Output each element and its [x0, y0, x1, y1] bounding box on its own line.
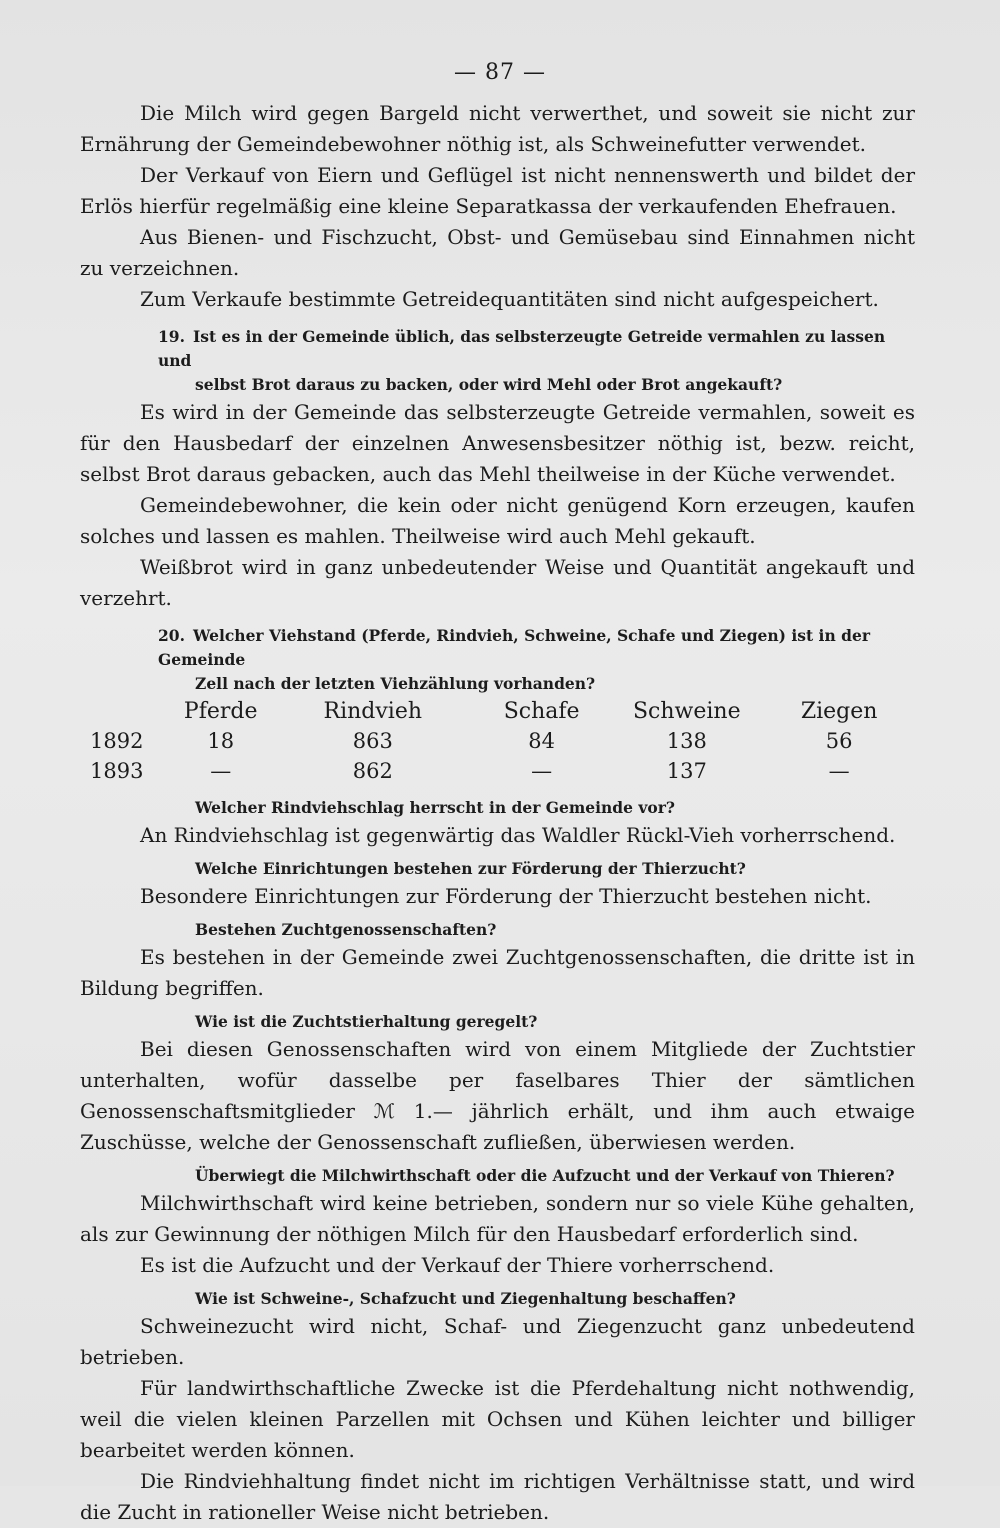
table-header: Schafe	[503, 698, 580, 724]
question: Überwiegt die Milchwirthschaft oder die Aufzucht und der Verkauf von Thieren?	[195, 1166, 895, 1185]
answer-paragraph: Gemeindebewohner, die kein oder nicht genügend Korn erzeugen, kaufen solches und lassen es mahlen. Theilweise wird auch Mehl gekauft.	[80, 493, 915, 548]
answer-paragraph: Es bestehen in der Gemeinde zwei Zuchtgenossenschaften, die dritte ist in Bildung begriffen.	[80, 945, 915, 1000]
table-header: Ziegen	[800, 698, 878, 724]
question: Welche Einrichtungen bestehen zur Förderung der Thierzucht?	[195, 859, 746, 878]
table-header: Rindvieh	[323, 698, 423, 724]
answer-paragraph: Für landwirthschaftliche Zwecke ist die Pferdehaltung nicht nothwendig, weil die vielen kleinen Parzellen mit Ochsen und Kühen leichter und billiger bearbeitet werden können.	[80, 1376, 915, 1462]
question-20	[158, 624, 915, 696]
answer-paragraph: Besondere Einrichtungen zur Förderung der Thierzucht bestehen nicht.	[140, 884, 872, 908]
answer-paragraph: Bei diesen Genossenschaften wird von einem Mitgliede der Zuchtstier unterhalten, wofür dasselbe per faselbares Thier der sämtlichen Genossenschaftsmitglieder ℳ 1.— jährlich erhält, und ihm auch etwaige Zuschüsse, welche der Genossenschaft zufließen, überwiesen werden.	[80, 1037, 915, 1154]
answer-paragraph: Es ist die Aufzucht und der Verkauf der Thiere vorherrschend.	[140, 1253, 775, 1277]
table-row	[90, 726, 915, 756]
answer-paragraph: Milchwirthschaft wird keine betrieben, sondern nur so viele Kühe gehalten, als zur Gewinnung der nöthigen Milch für den Hausbedarf erforderlich sind.	[80, 1191, 915, 1246]
question-line: selbst Brot daraus zu backen, oder wird Mehl oder Brot angekauft?	[195, 375, 783, 394]
table-cell: 18	[207, 729, 235, 753]
table-cell: —	[828, 759, 850, 783]
table-cell: —	[210, 759, 232, 783]
table-header	[90, 696, 169, 726]
question: Welcher Rindviehschlag herrscht in der Gemeinde vor?	[195, 798, 676, 817]
table-row	[90, 756, 915, 786]
livestock-table	[90, 696, 915, 786]
page-number: — 87 —	[454, 60, 546, 85]
table-cell: 56	[825, 729, 853, 753]
table-cell: 863	[352, 729, 393, 753]
table-cell: 137	[666, 759, 707, 783]
question-line: Zell nach der letzten Viehzählung vorhanden?	[195, 674, 596, 693]
question: Wie ist Schweine-, Schafzucht und Ziegenhaltung beschaffen?	[195, 1289, 736, 1308]
page-body	[80, 98, 915, 1528]
table-header-row	[90, 696, 915, 726]
answer-paragraph: Es wird in der Gemeinde das selbsterzeugte Getreide vermahlen, soweit es für den Hausbedarf der einzelnen Anwesensbesitzer nöthig ist, bezw. reicht, selbst Brot daraus gebacken, auch das Mehl theilweise in der Küche verwendet.	[80, 400, 915, 486]
table-cell: 862	[352, 759, 393, 783]
table-header: Schweine	[632, 698, 741, 724]
question: Bestehen Zuchtgenossenschaften?	[195, 920, 497, 939]
answer-paragraph: Die Rindviehhaltung findet nicht im richtigen Verhältnisse statt, und wird die Zucht in rationeller Weise nicht betrieben.	[80, 1469, 915, 1524]
question-19	[158, 325, 915, 397]
table-cell: 138	[666, 729, 707, 753]
table-cell: 1892	[90, 729, 144, 753]
question: Wie ist die Zuchtstierhaltung geregelt?	[195, 1012, 538, 1031]
table-cell: 84	[528, 729, 556, 753]
table-cell: 1893	[90, 759, 144, 783]
paragraph: Die Milch wird gegen Bargeld nicht verwerthet, und soweit sie nicht zur Ernährung der Gemeindebewohner nöthig ist, als Schweinefutter verwendet.	[80, 101, 915, 156]
answer-paragraph: An Rindviehschlag ist gegenwärtig das Waldler Rückl-Vieh vorherrschend.	[140, 823, 896, 847]
table-cell: —	[531, 759, 553, 783]
paragraph: Der Verkauf von Eiern und Geflügel ist nicht nennenswerth und bildet der Erlös hierfür regelmäßig eine kleine Separatkassa der verkaufenden Ehefrauen.	[80, 163, 915, 218]
answer-paragraph: Weißbrot wird in ganz unbedeutender Weise und Quantität angekauft und verzehrt.	[80, 555, 915, 610]
question-number: 20.	[158, 626, 185, 645]
question-number: 19.	[158, 327, 185, 346]
answer-paragraph: Schweinezucht wird nicht, Schaf- und Ziegenzucht ganz unbedeutend betrieben.	[80, 1314, 915, 1369]
table-header: Pferde	[183, 698, 258, 724]
question-line: Welcher Viehstand (Pferde, Rindvieh, Schweine, Schafe und Ziegen) ist in der Gemeinde	[158, 626, 870, 669]
paragraph: Aus Bienen- und Fischzucht, Obst- und Gemüsebau sind Einnahmen nicht zu verzeichnen.	[80, 225, 915, 280]
paragraph: Zum Verkaufe bestimmte Getreidequantitäten sind nicht aufgespeichert.	[140, 287, 879, 311]
question-line: Ist es in der Gemeinde üblich, das selbsterzeugte Getreide vermahlen zu lassen und	[158, 327, 886, 370]
